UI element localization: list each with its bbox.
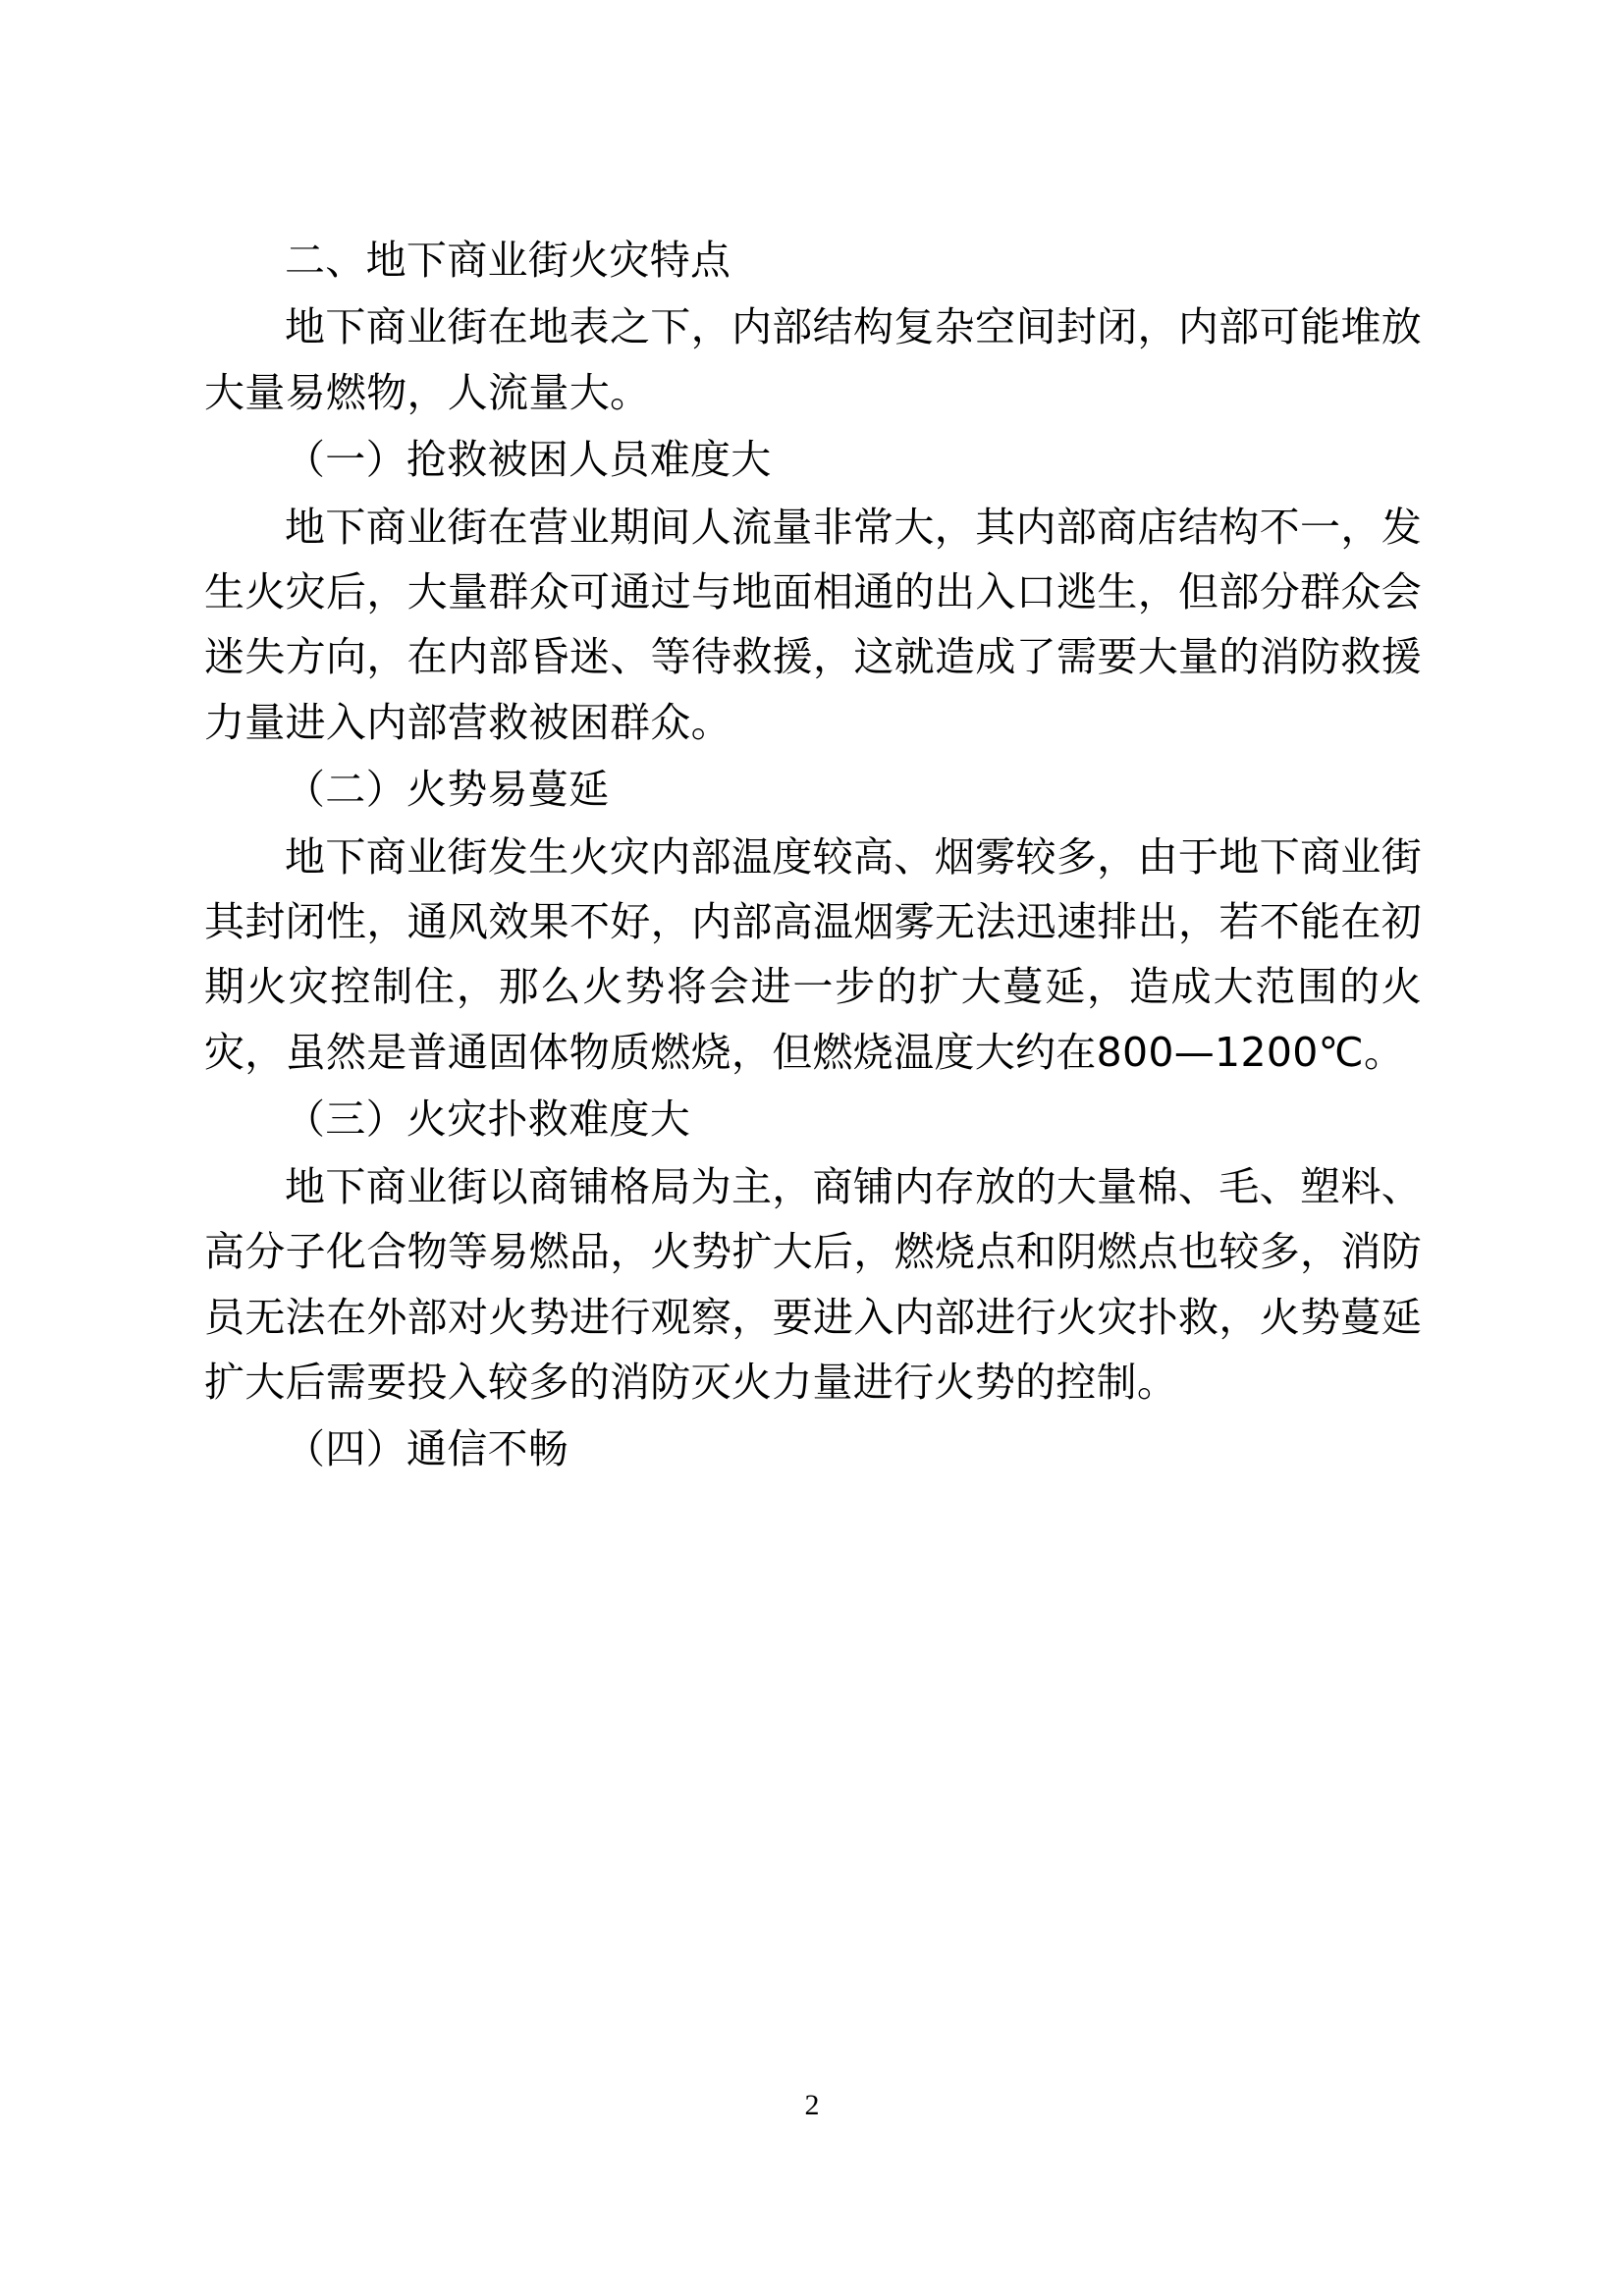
subsection-heading: （二）火势易蔓延 [285,766,610,814]
paragraph: 地下商业街在营业期间人流量非常大，其内部商店结构不一，发生火灾后，大量群众可通过与地面相通的出入口逃生，但部分群众会迷失方向，在内部昏迷、等待救援，这就造成了需要大量的消防救援力量进入内部营救被困群众。 [204,503,1422,746]
paragraph: 地下商业街在地表之下，内部结构复杂空间封闭，内部可能堆放大量易燃物，人流量大。 [204,303,1422,416]
subsection-heading: （一）抢救被困人员难度大 [285,436,772,484]
document-body [204,228,1422,1484]
paragraph: 地下商业街发生火灾内部温度较高、烟雾较多，由于地下商业街其封闭性，通风效果不好，内部高温烟雾无法迅速排出，若不能在初期火灾控制住，那么火势将会进一步的扩大蔓延，造成大范围的火灾，虽然是普通固体物质燃烧，但燃烧温度大约在800—1200℃。 [204,832,1422,1076]
paragraph: 地下商业街以商铺格局为主，商铺内存放的大量棉、毛、塑料、高分子化合物等易燃品，火势扩大后，燃烧点和阴燃点也较多，消防员无法在外部对火势进行观察，要进入内部进行火灾扑救，火势蔓延扩大后需要投入较多的消防灭火力量进行火势的控制。 [204,1162,1422,1406]
section-heading: 二、地下商业街火灾特点 [285,237,731,284]
page-number: 2 [804,2089,820,2121]
subsection-heading: （三）火灾扑救难度大 [285,1095,690,1144]
subsection-heading: （四）通信不畅 [285,1425,569,1473]
